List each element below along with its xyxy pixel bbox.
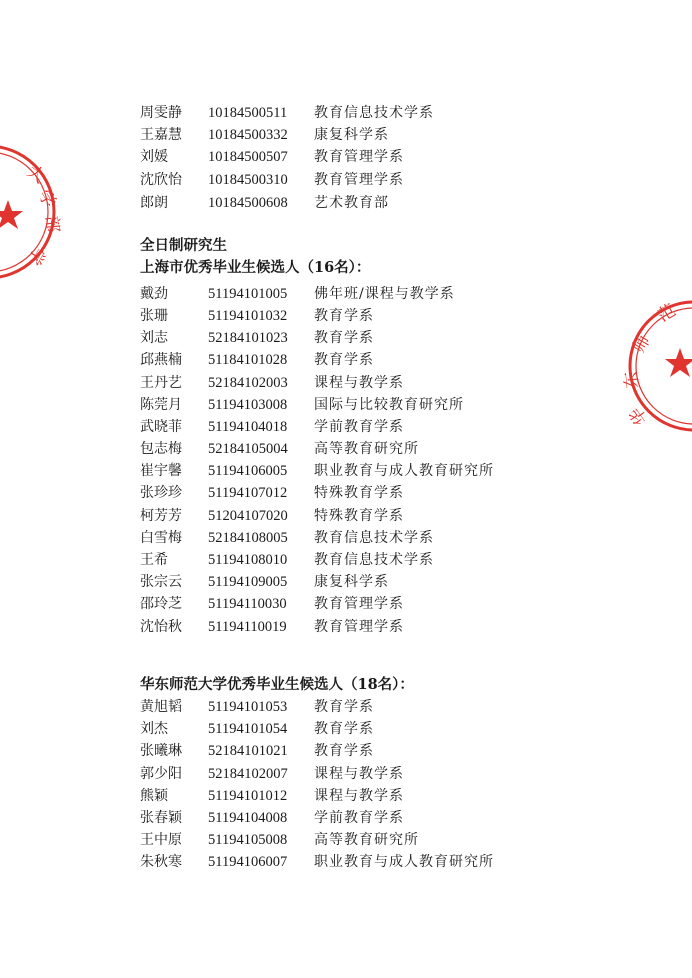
student-id: 51184101028 [208,352,288,368]
svg-text:东: 东 [621,370,643,390]
department: 特殊教育学系 [314,485,404,501]
student-name: 张珊 [140,308,168,324]
student-name: 黄旭韬 [140,699,182,715]
student-name: 王丹艺 [140,375,182,391]
department: 特殊教育学系 [314,508,404,524]
student-id: 10184500507 [208,149,288,165]
department: 教育学系 [314,743,374,759]
student-id: 52184101023 [208,330,288,346]
student-name: 包志梅 [140,441,182,457]
student-name: 郎朗 [140,195,168,211]
svg-text:范: 范 [654,300,680,327]
student-id: 51194101005 [208,286,288,302]
student-id: 51194101012 [208,788,288,804]
student-name: 张曦琳 [140,743,182,759]
student-id: 52184105004 [208,441,288,457]
section-heading-shanghai: 上海市优秀毕业生候选人（16名）： [140,259,371,276]
section-heading-ecnu: 华东师范大学优秀毕业生候选人（18名）： [140,676,414,693]
student-name: 白雪梅 [140,530,182,546]
department: 国际与比较教育研究所 [314,397,464,413]
student-name: 郭少阳 [140,766,182,782]
student-id: 51194101053 [208,699,288,715]
student-name: 王嘉慧 [140,127,182,143]
student-name: 武晓菲 [140,419,182,435]
student-id: 51194105008 [208,832,288,848]
student-name: 张春颖 [140,810,182,826]
department: 高等教育研究所 [314,832,419,848]
student-id: 51194103008 [208,397,288,413]
student-name: 张珍珍 [140,485,182,501]
student-name: 柯芳芳 [140,508,182,524]
department: 艺术教育部 [314,195,389,211]
department: 教育信息技术学系 [314,105,434,121]
student-name: 戴劲 [140,286,168,302]
section-heading-fulltime: 全日制研究生 [140,237,227,254]
svg-text:大: 大 [23,161,49,188]
student-id: 51194110019 [208,619,287,635]
department: 佛年班/课程与教学系 [314,286,455,302]
student-name: 刘杰 [140,721,168,737]
student-id: 10184500310 [208,172,288,188]
department: 康复科学系 [314,127,389,143]
student-name: 邵玲芝 [140,596,182,612]
student-name: 周雯静 [140,105,182,121]
student-id: 52184108005 [208,530,288,546]
student-name: 熊颖 [140,788,168,804]
student-id: 52184102003 [208,375,288,391]
student-name: 崔宇馨 [140,463,182,479]
student-id: 51194106005 [208,463,288,479]
student-name: 沈欣怡 [140,172,182,188]
department: 教育学系 [314,699,374,715]
department: 教育管理学系 [314,619,404,635]
department: 职业教育与成人教育研究所 [314,463,494,479]
student-id: 51194101032 [208,308,288,324]
svg-text:华: 华 [625,403,653,429]
department: 教育管理学系 [314,149,404,165]
department: 教育学系 [314,352,374,368]
student-id: 51194104008 [208,810,288,826]
student-name: 朱秋寒 [140,854,182,870]
department: 学前教育学系 [314,419,404,435]
student-id: 51194109005 [208,574,288,590]
department: 教育学系 [314,721,374,737]
department: 教育信息技术学系 [314,552,434,568]
svg-text:部: 部 [41,214,62,234]
student-id: 51204107020 [208,508,288,524]
svg-text:师: 师 [629,331,655,357]
department: 教育信息技术学系 [314,530,434,546]
student-name: 沈怡秋 [140,619,182,635]
student-id: 10184500608 [208,195,288,211]
department: 学前教育学系 [314,810,404,826]
student-name: 刘志 [140,330,168,346]
department: 课程与教学系 [314,375,404,391]
department: 教育管理学系 [314,596,404,612]
department: 教育管理学系 [314,172,404,188]
student-id: 52184102007 [208,766,288,782]
department: 教育学系 [314,308,374,324]
student-id: 10184500511 [208,105,288,121]
official-seal-left [0,140,62,290]
student-name: 陈莞月 [140,397,182,413]
department: 高等教育研究所 [314,441,419,457]
student-name: 邱燕楠 [140,352,182,368]
department: 职业教育与成人教育研究所 [314,854,494,870]
svg-text:学: 学 [23,243,49,269]
official-seal-right [618,296,692,436]
department: 课程与教学系 [314,788,404,804]
student-name: 张宗云 [140,574,182,590]
department: 课程与教学系 [314,766,404,782]
department: 教育学系 [314,330,374,346]
student-id: 51194107012 [208,485,288,501]
student-id: 51194104018 [208,419,288,435]
student-id: 52184101021 [208,743,288,759]
student-name: 王中原 [140,832,182,848]
student-name: 刘媛 [140,149,168,165]
department: 康复科学系 [314,574,389,590]
student-id: 51194110030 [208,596,287,612]
student-id: 10184500332 [208,127,288,143]
student-id: 51194108010 [208,552,288,568]
svg-text:学: 学 [33,186,60,212]
student-id: 51194106007 [208,854,288,870]
student-id: 51194101054 [208,721,288,737]
student-name: 王希 [140,552,168,568]
